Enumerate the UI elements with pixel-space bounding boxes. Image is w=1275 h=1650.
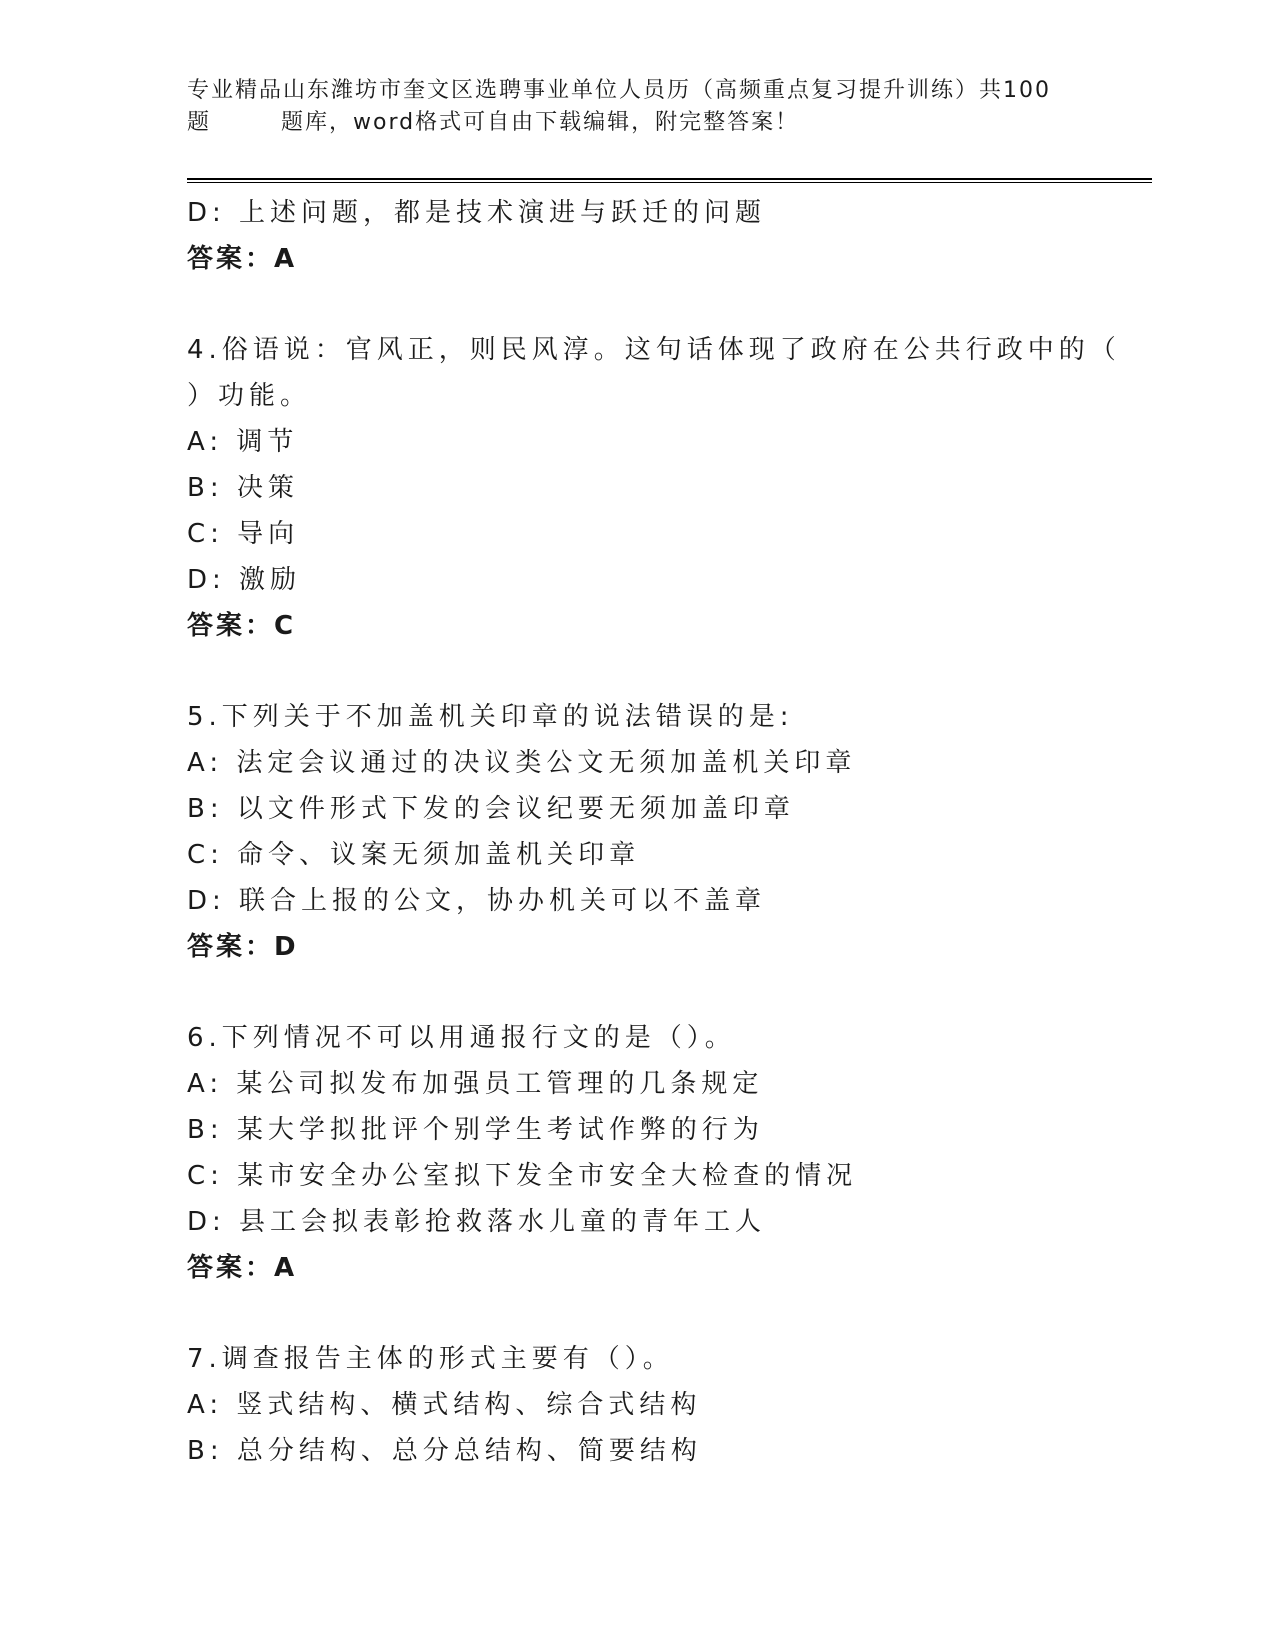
option-b: B: 某大学拟批评个别学生考试作弊的行为 — [187, 1115, 764, 1145]
question-stem: 4.俗语说：官风正，则民风淳。这句话体现了政府在公共行政中的（ — [187, 335, 1121, 365]
header-title-line-2-start: 题 — [187, 110, 212, 135]
option-c: C: 命令、议案无须加盖机关印章 — [187, 840, 641, 870]
question-stem: 6.下列情况不可以用通报行文的是（）。 — [187, 1023, 736, 1053]
prev-question-answer: 答案：A — [187, 244, 298, 274]
question-5 — [187, 694, 1087, 970]
question-stem-continued: ）功能。 — [187, 381, 312, 411]
option-b: B: 决策 — [187, 473, 299, 503]
option-c: C: 某市安全办公室拟下发全市安全大检查的情况 — [187, 1161, 858, 1191]
header-divider-thin — [187, 182, 1152, 183]
question-7 — [187, 1336, 1087, 1474]
question-4 — [187, 327, 1121, 649]
option-c: C: 导向 — [187, 519, 300, 549]
option-b: B: 以文件形式下发的会议纪要无须加盖印章 — [187, 794, 795, 824]
question-6 — [187, 1015, 1087, 1291]
question-stem: 7.调查报告主体的形式主要有（）。 — [187, 1344, 674, 1374]
answer: 答案：A — [187, 1253, 298, 1283]
option-a: A: 某公司拟发布加强员工管理的几条规定 — [187, 1069, 764, 1099]
option-b: B: 总分结构、总分总结构、简要结构 — [187, 1436, 702, 1466]
document-header — [187, 75, 1087, 139]
option-d: D: 激励 — [187, 565, 302, 595]
option-d: D: 联合上报的公文，协办机关可以不盖章 — [187, 886, 767, 916]
question-content — [187, 190, 1121, 1474]
header-title-line-2-end: 题库，word格式可自由下载编辑，附完整答案！ — [281, 110, 800, 135]
answer: 答案：D — [187, 932, 299, 962]
header-title-line-2 — [187, 107, 1087, 139]
header-divider-thick — [187, 178, 1152, 180]
header-title-line-1: 专业精品山东潍坊市奎文区选聘事业单位人员历（高频重点复习提升训练）共100 — [187, 78, 1051, 103]
answer: 答案：C — [187, 611, 297, 641]
option-d: D: 县工会拟表彰抢救落水儿童的青年工人 — [187, 1207, 767, 1237]
option-a: A: 竖式结构、横式结构、综合式结构 — [187, 1390, 702, 1420]
option-a: A: 调节 — [187, 427, 299, 457]
option-a: A: 法定会议通过的决议类公文无须加盖机关印章 — [187, 748, 857, 778]
prev-question-option-d: D: 上述问题，都是技术演进与跃迁的问题 — [187, 198, 767, 228]
question-stem: 5.下列关于不加盖机关印章的说法错误的是: — [187, 702, 794, 732]
